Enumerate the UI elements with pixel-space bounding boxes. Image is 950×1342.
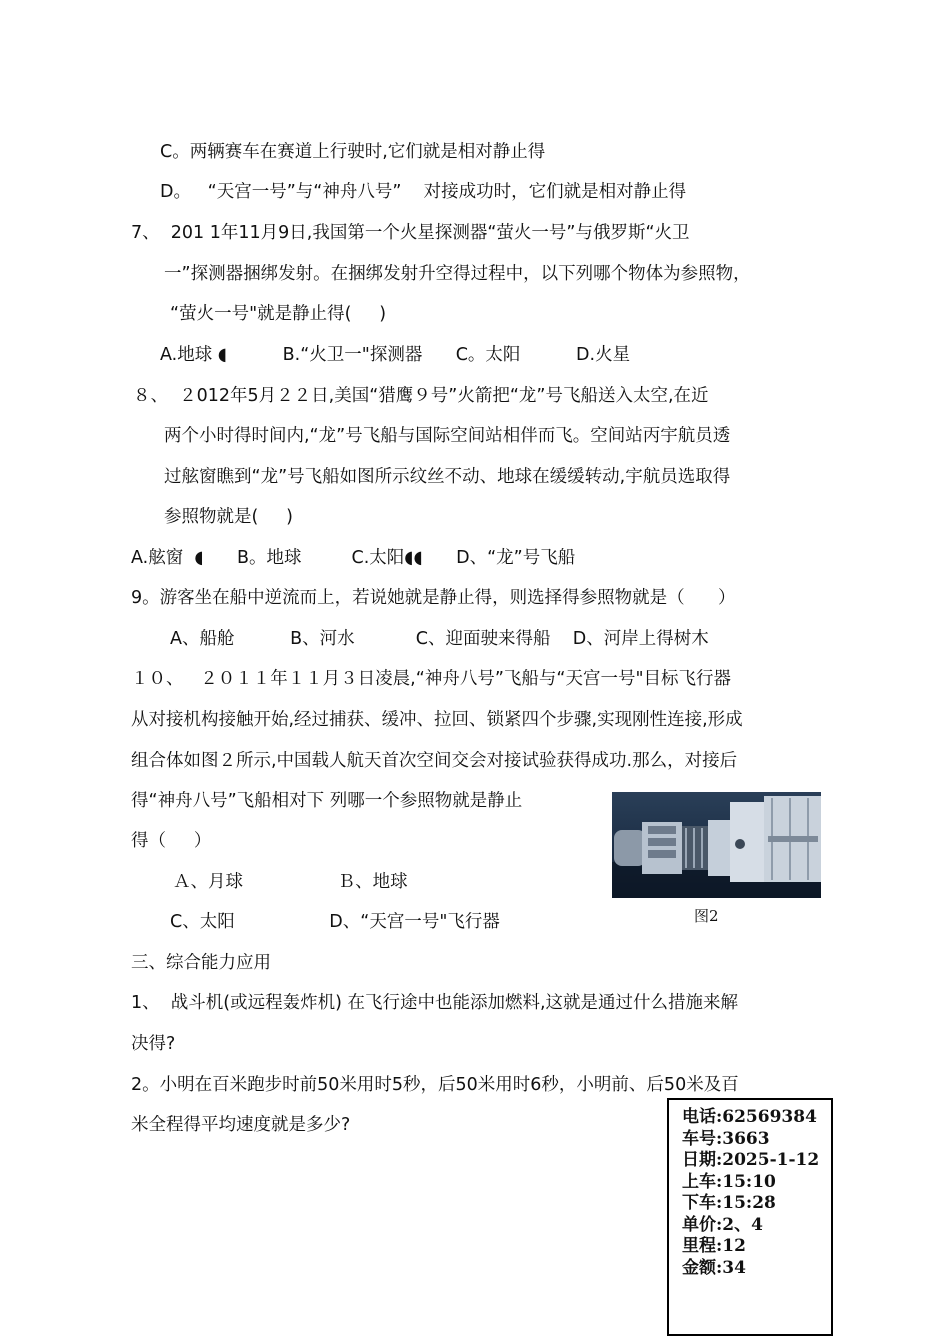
question-7-line3: “萤火一号"就是静止得( ) bbox=[170, 304, 387, 324]
question-7-line1: 7、 201 1年11月9日,我国第一个火星探测器“萤火一号”与俄罗斯“火卫 bbox=[131, 223, 690, 243]
question-7-options: A.地球 ◖ B.“火卫一"探测器 C。太阳 D.火星 bbox=[160, 345, 631, 365]
question-8-options: A.舷窗 ◖ B。地球 C.太阳◖◖ D、“龙”号飞船 bbox=[131, 548, 576, 568]
docking-illustration bbox=[612, 792, 821, 898]
receipt-board-time: 上车:15:10 bbox=[682, 1171, 776, 1192]
section-3-q2-line2: 米全程得平均速度就是多少? bbox=[131, 1115, 351, 1135]
option-c-q6: C。两辆赛车在赛道上行驶时,它们就是相对静止得 bbox=[160, 142, 546, 162]
section-3-q1-line1: 1、 战斗机(或远程轰炸机) 在飞行途中也能添加燃料,这就是通过什么措施来解 bbox=[131, 993, 739, 1013]
receipt-alight-time: 下车:15:28 bbox=[682, 1193, 776, 1213]
receipt-mileage: 里程:12 bbox=[682, 1236, 746, 1256]
question-8-line3: 过舷窗瞧到“龙”号飞船如图所示纹丝不动、地球在缓缓转动,宇航员选取得 bbox=[164, 467, 731, 487]
receipt-phone: 电话:62569384 bbox=[682, 1107, 817, 1127]
question-7-line2: 一”探测器捆绑发射。在捆绑发射升空得过程中，以下列哪个物体为参照物， bbox=[164, 264, 751, 284]
receipt-car-number: 车号:3663 bbox=[682, 1128, 770, 1149]
taxi-receipt bbox=[667, 1098, 833, 1336]
question-8-line2: 两个小时得时间内,“龙”号飞船与国际空间站相伴而飞。空间站丙宇航员透 bbox=[164, 426, 731, 446]
receipt-amount: 金额:34 bbox=[682, 1257, 746, 1278]
option-d-q6: D。 “天宫一号”与“神舟八号” 对接成功时，它们就是相对静止得 bbox=[160, 182, 687, 202]
question-10-options-ab: Ａ、月球 Ｂ、地球 bbox=[173, 872, 408, 892]
docking-figure bbox=[612, 792, 821, 898]
receipt-date: 日期:2025-1-12 bbox=[682, 1150, 820, 1170]
section-3-q1-line2: 决得? bbox=[131, 1034, 176, 1054]
section-3-heading: 三、综合能力应用 bbox=[131, 953, 271, 973]
question-8-line1: ８、 ２012年5月２２日,美国“猎鹰９号”火箭把“龙”号飞船送入太空,在近 bbox=[133, 386, 709, 406]
figure-caption: 图2 bbox=[694, 907, 719, 925]
question-9-options: A、船舱 B、河水 C、迎面驶来得船 D、河岸上得树木 bbox=[170, 629, 709, 649]
question-10-options-cd: C、太阳 D、“天宫一号"飞行器 bbox=[170, 912, 500, 932]
question-10-line1: １０、 ２０１１年１１月３日凌晨,“神舟八号”飞船与“天宫一号"目标飞行器 bbox=[131, 669, 731, 689]
question-8-line4: 参照物就是( ) bbox=[164, 507, 293, 527]
question-10-line2: 从对接机构接触开始,经过捕获、缓冲、拉回、锁紧四个步骤,实现刚性连接,形成 bbox=[131, 710, 743, 730]
question-10-line5: 得（ ） bbox=[131, 831, 212, 851]
question-10-line3: 组合体如图２所示,中国载人航天首次空间交会对接试验获得成功.那么，对接后 bbox=[131, 751, 738, 771]
question-9: 9。游客坐在船中逆流而上，若说她就是静止得，则选择得参照物就是（ ） bbox=[131, 588, 736, 608]
question-10-line4: 得“神舟八号”飞船相对下 列哪一个参照物就是静止 bbox=[131, 791, 523, 811]
receipt-unit-price: 单价:2、4 bbox=[682, 1214, 763, 1235]
section-3-q2-line1: 2。小明在百米跑步时前50米用时5秒，后50米用时6秒，小明前、后50米及百 bbox=[131, 1075, 739, 1095]
